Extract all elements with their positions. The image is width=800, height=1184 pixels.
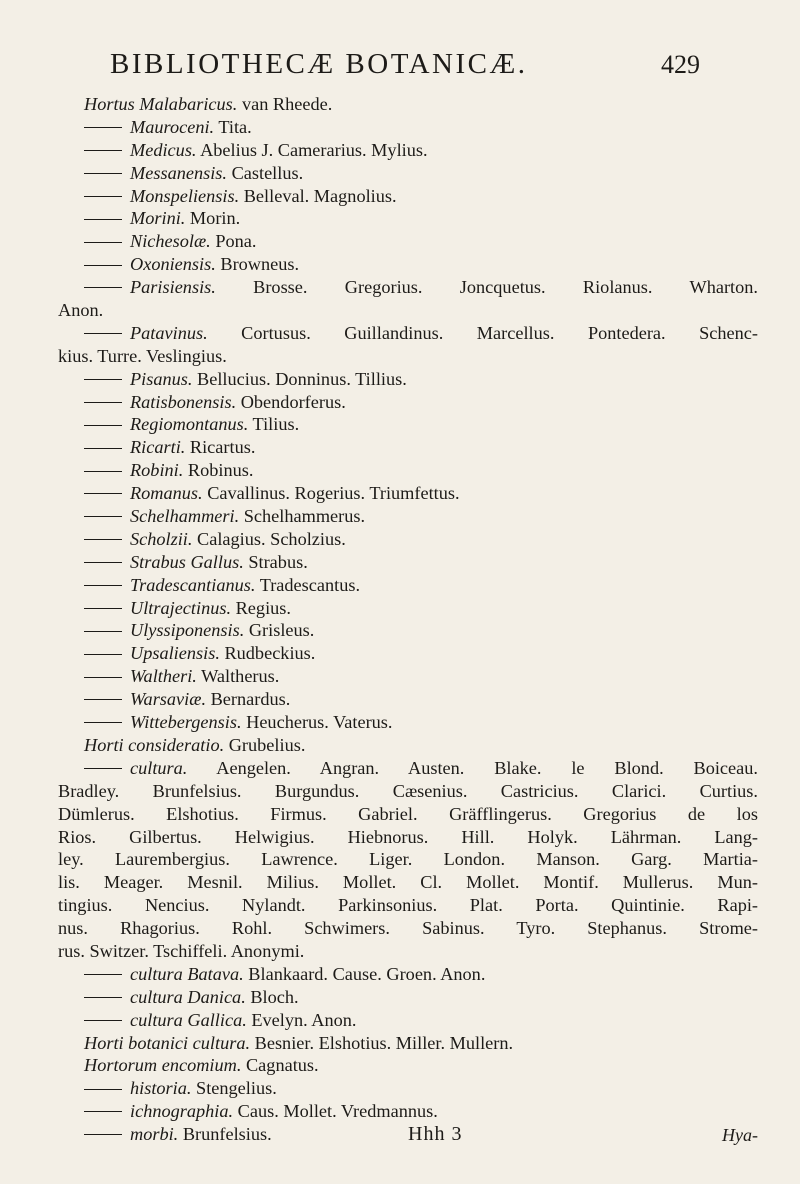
ditto-dash	[84, 402, 122, 403]
entry-authors: Regius.	[231, 597, 291, 618]
entry-heading: Ricarti.	[130, 437, 186, 458]
entry-authors: Besnier. Elshotius. Miller. Mullern.	[250, 1032, 514, 1053]
text-line	[58, 116, 758, 139]
text-line	[58, 185, 758, 208]
entry-heading: morbi.	[130, 1124, 179, 1145]
text-line	[58, 986, 758, 1009]
ditto-dash	[84, 265, 122, 266]
entry-authors: Tradescantus.	[255, 574, 361, 595]
text-line	[58, 207, 758, 230]
entry-authors: Abelius J. Camerarius. Mylius.	[196, 139, 428, 160]
text-line	[58, 368, 758, 391]
text-line	[58, 917, 758, 940]
page-footer	[58, 1123, 758, 1151]
ditto-dash	[84, 768, 122, 769]
text-line	[58, 230, 758, 253]
entry-authors: Tita.	[214, 116, 252, 137]
ditto-dash	[84, 974, 122, 975]
text-line	[58, 482, 758, 505]
text-line	[58, 734, 758, 757]
catalogue-text	[58, 93, 758, 1146]
entry-authors: Strabus.	[243, 551, 308, 572]
entry-authors: Bloch.	[245, 986, 299, 1007]
entry-heading: Warsaviæ.	[130, 689, 207, 710]
entry-heading: Schelhammeri.	[130, 506, 240, 527]
text-line	[58, 322, 758, 345]
text-line	[58, 894, 758, 917]
entry-heading: historia.	[130, 1078, 192, 1099]
text-line	[58, 871, 758, 894]
ditto-dash	[84, 699, 122, 700]
entry-heading: Nichesolæ.	[130, 231, 211, 252]
entry-heading: Ratisbonensis.	[130, 391, 237, 412]
ditto-dash	[84, 562, 122, 563]
entry-heading: Oxoniensis.	[130, 254, 216, 275]
ditto-dash	[84, 1111, 122, 1112]
entry-authors: Heucherus. Vaterus.	[241, 712, 393, 733]
entry-authors: rus. Switzer. Tschiffeli. Anonymi.	[58, 940, 305, 961]
ditto-dash	[84, 150, 122, 151]
entry-authors: kius. Turre. Veslingius.	[58, 345, 227, 366]
entry-heading: Strabus Gallus.	[130, 551, 244, 572]
text-line	[58, 1077, 758, 1100]
entry-heading: cultura Danica.	[130, 986, 246, 1007]
entry-heading: Monspeliensis.	[130, 185, 240, 206]
text-line	[58, 1054, 758, 1077]
entry-heading: Ultrajectinus.	[130, 597, 232, 618]
ditto-dash	[84, 219, 122, 220]
entry-authors: Grisleus.	[244, 620, 315, 641]
entry-heading: Patavinus.	[130, 322, 208, 343]
entry-heading: cultura Batava.	[130, 963, 244, 984]
ditto-dash	[84, 722, 122, 723]
text-line	[58, 757, 758, 780]
entry-authors: Robinus.	[183, 460, 254, 481]
entry-heading: ichnographia.	[130, 1101, 234, 1122]
entry-authors: Cavallinus. Rogerius. Triumfettus.	[202, 483, 460, 504]
ditto-dash	[84, 448, 122, 449]
running-head: BIBLIOTHECÆ BOTANICÆ.	[110, 48, 528, 80]
text-line	[58, 413, 758, 436]
entry-authors: Bernardus.	[206, 689, 291, 710]
text-line	[58, 826, 758, 849]
entry-authors: Anon.	[58, 300, 104, 321]
entry-authors: Aengelen. Angran. Austen. Blake. le Blond. Boiceau.	[187, 757, 758, 778]
ditto-dash	[84, 173, 122, 174]
ditto-dash	[84, 333, 122, 334]
ditto-dash	[84, 539, 122, 540]
text-line	[58, 803, 758, 826]
entry-heading: Ulyssiponensis.	[130, 620, 245, 641]
entry-heading: cultura.	[130, 757, 188, 778]
text-line	[58, 93, 758, 116]
text-line	[58, 528, 758, 551]
entry-heading: Horti botanici cultura.	[84, 1032, 251, 1053]
entry-authors: Rios. Gilbertus. Helwigius. Hiebnorus. Hill. Holyk. Lährman. Lang-	[58, 826, 758, 847]
text-line	[58, 711, 758, 734]
entry-authors: Cortusus. Guillandinus. Marcellus. Pontedera. Schenc-	[207, 322, 758, 343]
entry-authors: nus. Rhagorius. Rohl. Schwimers. Sabinus. Tyro. Stephanus. Strome-	[58, 918, 758, 939]
text-line	[58, 619, 758, 642]
text-line	[58, 391, 758, 414]
ditto-dash	[84, 631, 122, 632]
ditto-dash	[84, 471, 122, 472]
text-line	[58, 642, 758, 665]
text-line	[58, 505, 758, 528]
entry-authors: Browneus.	[215, 254, 300, 275]
entry-authors: Rudbeckius.	[219, 643, 316, 664]
entry-heading: Pisanus.	[130, 368, 193, 389]
page-number: 429	[661, 50, 700, 79]
entry-heading: Robini.	[130, 460, 184, 481]
ditto-dash	[84, 493, 122, 494]
text-line	[58, 436, 758, 459]
ditto-dash	[84, 608, 122, 609]
entry-heading: Morini.	[130, 208, 186, 229]
entry-heading: Hortorum encomium.	[84, 1055, 242, 1076]
entry-authors: Morin.	[185, 208, 241, 229]
entry-authors: lis. Meager. Mesnil. Milius. Mollet. Cl. Mollet. Montif. Mullerus. Mun-	[58, 872, 758, 893]
entry-heading: Mauroceni.	[130, 116, 215, 137]
text-line	[58, 551, 758, 574]
signature-mark: Hhh 3	[408, 1123, 463, 1145]
entry-heading: Romanus.	[130, 483, 203, 504]
page-header	[110, 48, 700, 90]
entry-heading: Hortus Malabaricus.	[84, 94, 238, 114]
entry-authors: Schelhammerus.	[239, 506, 366, 527]
entry-authors: Evelyn. Anon.	[246, 1009, 357, 1030]
catchword: Hya-	[722, 1125, 758, 1145]
text-line	[58, 848, 758, 871]
entry-authors: Bradley. Brunfelsius. Burgundus. Cæsenius. Castricius. Clarici. Curtius.	[58, 780, 758, 801]
entry-heading: Medicus.	[130, 139, 197, 160]
ditto-dash	[84, 196, 122, 197]
entry-authors: Tilius.	[248, 414, 300, 435]
entry-authors: Cagnatus.	[241, 1055, 319, 1076]
text-line	[58, 940, 758, 963]
text-line	[58, 963, 758, 986]
text-line	[58, 162, 758, 185]
entry-heading: Scholzii.	[130, 528, 193, 549]
entry-heading: Horti consideratio.	[84, 734, 225, 755]
ditto-dash	[84, 242, 122, 243]
text-line	[58, 276, 758, 299]
entry-authors: Belleval. Magnolius.	[239, 185, 397, 206]
text-line	[58, 688, 758, 711]
entry-authors: Grubelius.	[224, 734, 306, 755]
text-line	[58, 574, 758, 597]
ditto-dash	[84, 379, 122, 380]
entry-authors: Calagius. Scholzius.	[192, 528, 346, 549]
entry-heading: Parisiensis.	[130, 277, 216, 298]
ditto-dash	[84, 287, 122, 288]
text-line	[58, 1009, 758, 1032]
entry-heading: Wittebergensis.	[130, 712, 242, 733]
entry-authors: Castellus.	[227, 162, 304, 183]
entry-authors: Bellucius. Donninus. Tillius.	[192, 368, 407, 389]
entry-heading: Waltheri.	[130, 666, 197, 687]
entry-authors: Pona.	[210, 231, 257, 252]
entry-authors: Dümlerus. Elshotius. Firmus. Gabriel. Gräfflingerus. Gregorius de los	[58, 803, 758, 824]
text-line	[58, 139, 758, 162]
ditto-dash	[84, 654, 122, 655]
ditto-dash	[84, 127, 122, 128]
text-line	[58, 780, 758, 803]
text-line	[58, 253, 758, 276]
entry-heading: Regiomontanus.	[130, 414, 249, 435]
entry-authors: Stengelius.	[191, 1078, 277, 1099]
ditto-dash	[84, 585, 122, 586]
entry-authors: Waltherus.	[196, 666, 280, 687]
text-line	[58, 597, 758, 620]
text-line	[58, 459, 758, 482]
entry-authors: van Rheede.	[237, 94, 333, 114]
ditto-dash	[84, 516, 122, 517]
text-line	[58, 299, 758, 322]
entry-authors: Brosse. Gregorius. Joncquetus. Riolanus. Wharton.	[215, 277, 758, 298]
ditto-dash	[84, 425, 122, 426]
entry-authors: Brunfelsius.	[178, 1124, 272, 1145]
entry-heading: Tradescantianus.	[130, 574, 256, 595]
ditto-dash	[84, 1089, 122, 1090]
entry-heading: cultura Gallica.	[130, 1009, 247, 1030]
entry-authors: Ricartus.	[185, 437, 256, 458]
text-line	[58, 1032, 758, 1055]
text-line	[58, 1100, 758, 1123]
text-line	[58, 345, 758, 368]
entry-heading: Upsaliensis.	[130, 643, 220, 664]
entry-authors: tingius. Nencius. Nylandt. Parkinsonius. Plat. Porta. Quintinie. Rapi-	[58, 895, 758, 916]
entry-heading: Messanensis.	[130, 162, 227, 183]
entry-authors: ley. Laurembergius. Lawrence. Liger. London. Manson. Garg. Martia-	[58, 849, 758, 870]
ditto-dash	[84, 997, 122, 998]
ditto-dash	[84, 1020, 122, 1021]
text-line	[58, 665, 758, 688]
entry-authors: Caus. Mollet. Vredmannus.	[233, 1101, 438, 1122]
ditto-dash	[84, 677, 122, 678]
entry-authors: Obendorferus.	[236, 391, 346, 412]
entry-authors: Blankaard. Cause. Groen. Anon.	[243, 963, 486, 984]
